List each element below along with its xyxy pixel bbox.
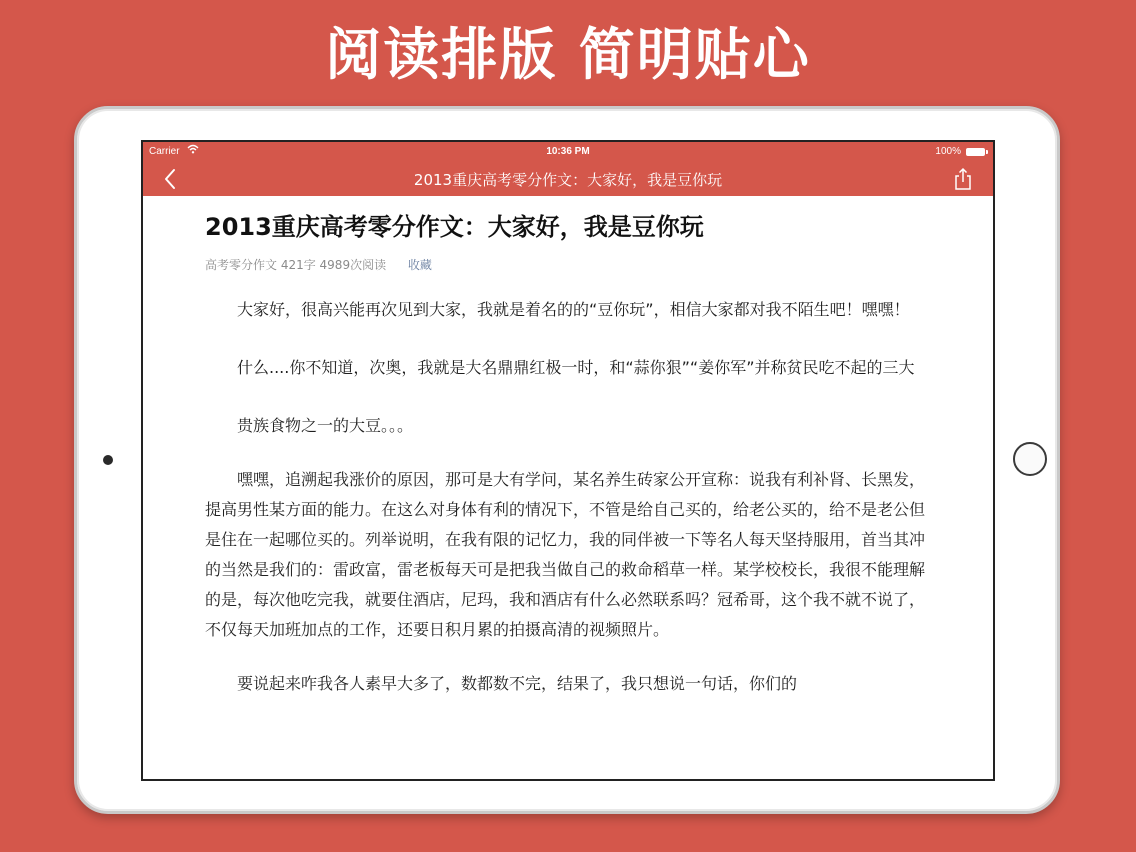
camera-icon (103, 455, 113, 465)
promo-headline: 阅读排版 简明贴心 (325, 23, 811, 88)
nav-title: 2013重庆高考零分作文：大家好，我是豆你玩 (413, 171, 723, 189)
article-meta-text: 高考零分作文 421字 4989次阅读 (205, 258, 387, 272)
status-time: 10:36 PM (546, 146, 590, 157)
app-screen (141, 140, 995, 781)
article-body (205, 196, 927, 699)
share-icon (951, 166, 975, 192)
article-meta (205, 257, 927, 273)
paragraph: 什么....你不知道，次奥，我就是大名鼎鼎红极一时，和“蒜你狠”“姜你军”并称贫民吃不起的三大 (237, 358, 915, 377)
battery-percent: 100% (935, 146, 961, 157)
carrier-label: Carrier (149, 146, 180, 157)
share-button[interactable] (951, 166, 975, 192)
paragraph: 贵族食物之一的大豆。。。 (237, 416, 414, 435)
battery-icon (966, 148, 985, 156)
article-title: 2013重庆高考零分作文：大家好，我是豆你玩 (205, 213, 704, 241)
paragraph: 要说起来咋我各人素早大多了，数都数不完，结果了，我只想说一句话，你们的 (237, 674, 798, 693)
paragraph: 大家好，很高兴能再次见到大家，我就是着名的的“豆你玩”，相信大家都对我不陌生吧！嘿嘿！ (237, 300, 910, 319)
favorite-link[interactable]: 收藏 (407, 258, 432, 272)
navigation-bar (143, 162, 993, 196)
home-button[interactable] (1013, 442, 1047, 476)
paragraph: 嘿嘿，追溯起我涨价的原因，那可是大有学问，某名养生砖家公开宣称：说我有利补肾、长黑发，提高男性某方面的能力。在这么对身体有利的情况下，不管是给自己买的，给老公买的，给不是老公但是住在一起哪位买的。列举说明，在我有限的记忆力，我的同伴被一下等名人每天坚持服用，首当其冲的当然是我们的：雷政富，雷老板每天可是把我当做自己的救命稻草一样。某学校校长，我很不能理解的是，每次他吃完我，就要住酒店，尼玛，我和酒店有什么必然联系吗？冠希哥，这个我不就不说了，不仅每天加班加点的工作，还要日积月累的拍摄高清的视频照片。 (205, 470, 926, 639)
status-bar (143, 142, 993, 162)
